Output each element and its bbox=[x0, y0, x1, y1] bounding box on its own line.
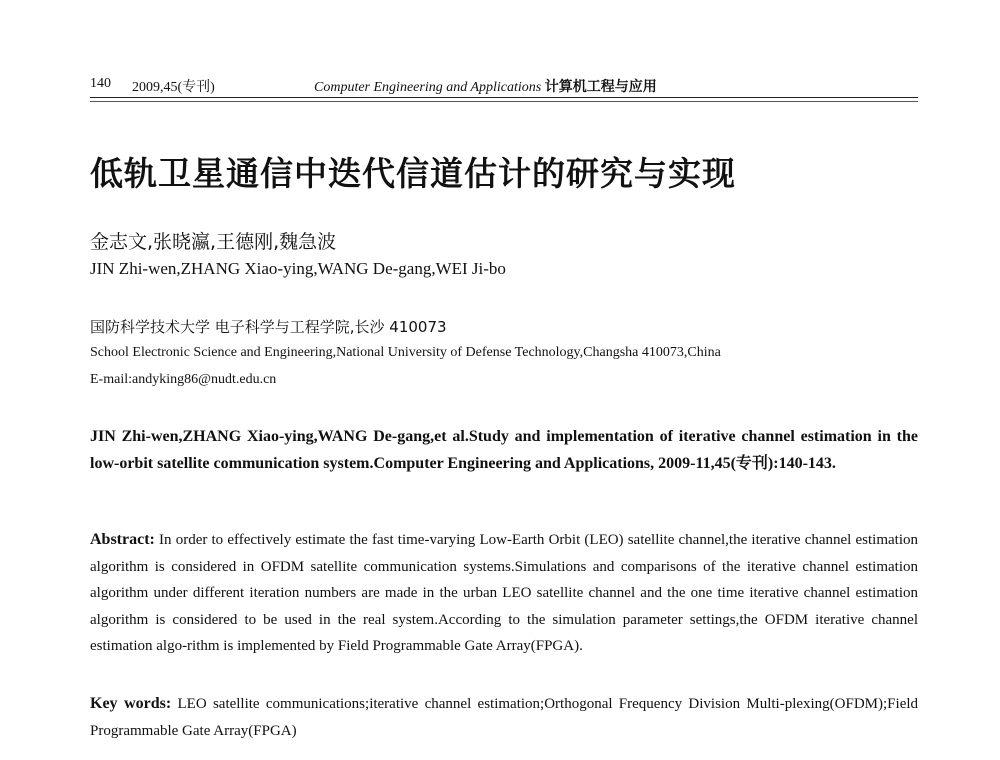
page-number: 140 bbox=[90, 76, 111, 91]
affiliation-cn: 国防科学技术大学 电子科学与工程学院,长沙 410073 bbox=[90, 318, 447, 336]
journal-name-en: Computer Engineering and Applications bbox=[314, 80, 542, 95]
abstract bbox=[90, 527, 918, 660]
authors-en: JIN Zhi-wen,ZHANG Xiao-ying,WANG De-gang,WEI Ji-bo bbox=[90, 259, 506, 278]
keywords-text: LEO satellite communications;iterative channel estimation;Orthogonal Frequency Division Multi-plexing(OFDM);Field Programmable Gate Array(FPGA) bbox=[90, 696, 919, 739]
authors-cn: 金志文,张晓瀛,王德刚,魏急波 bbox=[90, 231, 337, 253]
citation: JIN Zhi-wen,ZHANG Xiao-ying,WANG De-gang,et al.Study and implementation of iterative channel estimation in the low-orbit satellite communication system.Computer Engineering and Applications, 2009-11,45(专刊):140-143. bbox=[90, 428, 918, 472]
volume-info: 2009,45(专刊) bbox=[132, 80, 215, 95]
header-rule bbox=[90, 97, 918, 98]
running-header bbox=[90, 76, 918, 98]
journal-name-cn: 计算机工程与应用 bbox=[544, 80, 657, 95]
abstract-label: Abstract: bbox=[90, 531, 155, 548]
paper-title: 低轨卫星通信中迭代信道估计的研究与实现 bbox=[90, 154, 736, 193]
abstract-text: In order to effectively estimate the fast time-varying Low-Earth Orbit (LEO) satellite channel,the iterative channel estimation algorithm is considered in OFDM satellite communication systems.Simulations and comparisons of the iterative channel estimation algorithm under different iteration numbers are made in the urban LEO satellite channel and the one time iterative channel estimation algorithm is considered to be used in the real system.According to the simulation parameter settings,the OFDM iterative channel estimation algo-rithm is implemented by Field Programmable Gate Array(FPGA). bbox=[90, 532, 918, 654]
journal-name bbox=[314, 76, 657, 96]
header-rule-thin bbox=[90, 101, 918, 102]
affiliation-en: School Electronic Science and Engineering,National University of Defense Technology,Changsha 410073,China bbox=[90, 345, 721, 360]
keywords-label: Key words: bbox=[90, 695, 172, 712]
author-email: E-mail:andyking86@nudt.edu.cn bbox=[90, 372, 277, 387]
keywords bbox=[90, 690, 918, 745]
